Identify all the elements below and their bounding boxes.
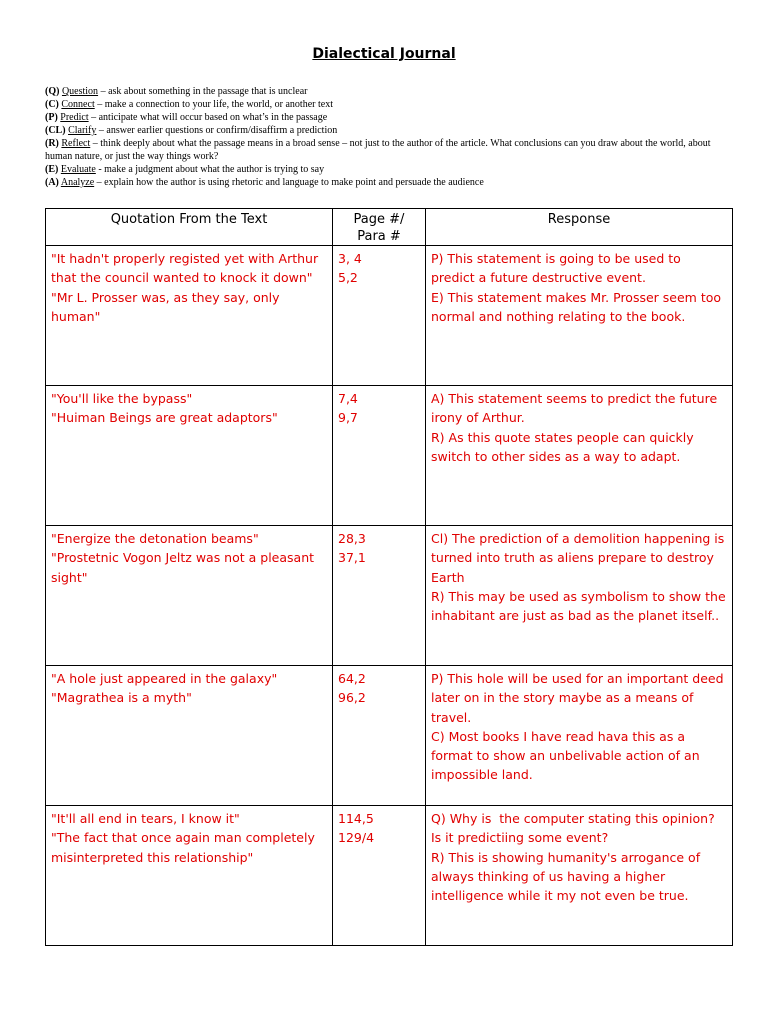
- response-cell: [426, 386, 733, 526]
- table-header-row: [46, 209, 733, 246]
- quotation-text: "Huiman Beings are great adaptors": [51, 410, 278, 426]
- legend-item-connect: [45, 98, 735, 111]
- header-para-line: Para #: [357, 229, 401, 244]
- page-cell: [333, 526, 426, 666]
- quotation-text: "Energize the detonation beams": [51, 531, 259, 546]
- legend-item-analyze: [45, 176, 735, 189]
- legend-item-evaluate: [45, 163, 735, 176]
- quotation-text: "It'll all end in tears, I know it": [51, 811, 240, 826]
- legend-code: (Q): [45, 86, 60, 97]
- header-page: [333, 209, 426, 246]
- quotation-cell: [46, 526, 333, 666]
- quotation-cell: [46, 386, 333, 526]
- legend-desc: – explain how the author is using rhetoric and language to make point and persuade the audience: [94, 177, 484, 188]
- page-ref: 96,2: [338, 690, 366, 706]
- document-title: Dialectical Journal: [312, 46, 456, 62]
- page-ref: 64,2: [338, 671, 366, 686]
- quotation-text: "You'll like the bypass": [51, 391, 193, 406]
- response-text: E) This statement makes Mr. Prosser seem too normal and nothing relating to the book.: [431, 289, 726, 324]
- response-text: R) This is showing humanity's arrogance of always thinking of us having a higher intelligence while it my not even be true.: [431, 849, 705, 904]
- table-row: [46, 526, 733, 666]
- page-ref: 9,7: [338, 410, 358, 426]
- table-row: [46, 386, 733, 526]
- quotation-cell: [46, 806, 333, 946]
- legend-desc: – think deeply about what the passage means in a broad sense – not just to the author of the article. What conclusions can you draw about the world, about human nature, or just the way things work?: [45, 138, 711, 162]
- legend-item-question: [45, 85, 735, 98]
- legend-desc: – answer earlier questions or confirm/disaffirm a prediction: [96, 125, 338, 136]
- strategy-legend: [45, 85, 735, 189]
- response-cell: [426, 526, 733, 666]
- legend-word: Question: [61, 86, 99, 97]
- response-text: A) This statement seems to predict the future irony of Arthur.: [431, 391, 722, 426]
- quotation-text: "The fact that once again man completely misinterpreted this relationship": [51, 830, 319, 865]
- page-ref: 5,2: [338, 270, 358, 286]
- page-ref: 3, 4: [338, 251, 362, 266]
- legend-word: Connect: [61, 99, 95, 110]
- table-row: [46, 246, 733, 386]
- legend-code: (E): [45, 164, 59, 175]
- table-row: [46, 806, 733, 946]
- header-quotation: Quotation From the Text: [46, 209, 333, 246]
- response-text: R) As this quote states people can quickly switch to other sides as a way to adapt.: [431, 429, 698, 464]
- legend-word: Reflect: [61, 138, 91, 149]
- legend-item-predict: [45, 111, 735, 124]
- response-text: P) This hole will be used for an important deed later on in the story maybe as a means of travel.: [431, 671, 728, 725]
- legend-desc: – make a connection to your life, the world, or another text: [94, 99, 333, 110]
- legend-item-reflect: [45, 137, 735, 163]
- quotation-text: "A hole just appeared in the galaxy": [51, 671, 278, 686]
- legend-desc: - make a judgment about what the author is trying to say: [95, 164, 325, 175]
- legend-code: (CL): [45, 125, 66, 136]
- page-ref: 114,5: [338, 811, 374, 826]
- quotation-text: "Prostetnic Vogon Jeltz was not a pleasant sight": [51, 550, 319, 585]
- header-page-line: Page #/: [353, 212, 405, 227]
- journal-table: [45, 208, 733, 946]
- response-text: R) This may be used as symbolism to show the inhabitant are just as bad as the planet itself..: [431, 588, 730, 624]
- quotation-cell: [46, 246, 333, 386]
- response-cell: [426, 246, 733, 386]
- quotation-cell: [46, 666, 333, 806]
- page-ref: 28,3: [338, 531, 366, 546]
- legend-code: (A): [45, 177, 59, 188]
- page-cell: [333, 386, 426, 526]
- legend-desc: – ask about something in the passage that is unclear: [98, 86, 308, 97]
- quotation-text: "It hadn't properly registed yet with Arthur that the council wanted to knock it down": [51, 251, 323, 286]
- quotation-text: "Magrathea is a myth": [51, 690, 192, 706]
- page-ref: 37,1: [338, 550, 366, 566]
- page-cell: [333, 246, 426, 386]
- response-cell: [426, 666, 733, 806]
- legend-word: Predict: [60, 112, 89, 123]
- response-text: Q) Why is the computer stating this opinion? Is it predictiing some event?: [431, 811, 719, 846]
- legend-code: (R): [45, 138, 59, 149]
- response-text: C) Most books I have read hava this as a format to show an unbelivable action of an impossible land.: [431, 728, 704, 783]
- legend-word: Evaluate: [60, 164, 96, 175]
- legend-word: Clarify: [68, 125, 97, 136]
- quotation-text: "Mr L. Prosser was, as they say, only human": [51, 289, 284, 324]
- legend-desc: – anticipate what will occur based on what’s in the passage: [88, 112, 328, 123]
- legend-word: Analyze: [60, 177, 95, 188]
- legend-code: (P): [45, 112, 58, 123]
- legend-code: (C): [45, 99, 59, 110]
- page-ref: 7,4: [338, 391, 358, 406]
- response-cell: [426, 806, 733, 946]
- response-text: Cl) The prediction of a demolition happening is turned into truth as aliens prepare to destroy Earth: [431, 531, 729, 585]
- page-ref: 129/4: [338, 830, 375, 846]
- page-cell: [333, 666, 426, 806]
- page-cell: [333, 806, 426, 946]
- table-row: [46, 666, 733, 806]
- legend-item-clarify: [45, 124, 735, 137]
- header-response: Response: [426, 209, 733, 246]
- response-text: P) This statement is going to be used to predict a future destructive event.: [431, 251, 685, 286]
